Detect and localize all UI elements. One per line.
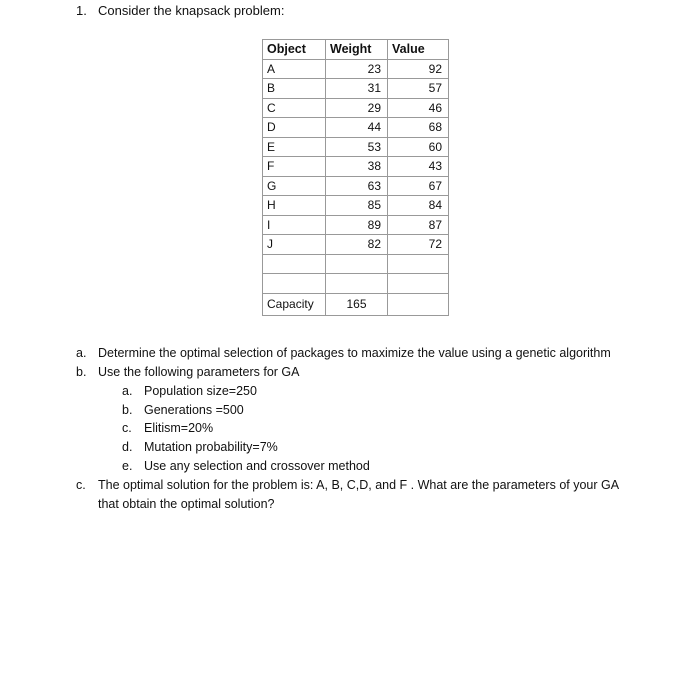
table-row	[263, 118, 449, 138]
object-cell: D	[263, 118, 326, 138]
capacity-value: 165	[326, 293, 388, 315]
part-c-continuation	[98, 497, 275, 511]
object-cell: A	[263, 59, 326, 79]
sub-item-marker: b.	[122, 403, 133, 417]
part-b	[76, 365, 299, 379]
value-cell: 68	[388, 118, 449, 138]
value-cell: 92	[388, 59, 449, 79]
sub-item-marker: c.	[122, 421, 132, 435]
weight-cell: 85	[326, 196, 388, 216]
sub-item	[122, 403, 244, 417]
capacity-label: Capacity	[263, 293, 326, 315]
empty-cell	[388, 274, 449, 294]
question-text: Consider the knapsack problem:	[98, 3, 285, 18]
sub-item-text: Generations =500	[144, 403, 244, 417]
value-cell: 43	[388, 157, 449, 177]
table-row	[263, 196, 449, 216]
value-cell: 84	[388, 196, 449, 216]
part-c-marker: c.	[76, 478, 86, 492]
object-cell: H	[263, 196, 326, 216]
weight-cell: 44	[326, 118, 388, 138]
sub-item-marker: a.	[122, 384, 133, 398]
table-row	[263, 98, 449, 118]
sub-item	[122, 440, 278, 454]
weight-cell: 31	[326, 79, 388, 99]
value-cell: 72	[388, 235, 449, 255]
value-cell: 87	[388, 215, 449, 235]
object-cell: E	[263, 137, 326, 157]
part-c	[76, 478, 619, 492]
part-a-marker: a.	[76, 346, 87, 360]
sub-item-marker: e.	[122, 459, 133, 473]
part-c-line1: The optimal solution for the problem is: A, B, C,D, and F . What are the parameters of your GA	[98, 478, 620, 492]
object-cell: F	[263, 157, 326, 177]
value-cell: 60	[388, 137, 449, 157]
sub-item-text: Elitism=20%	[144, 421, 214, 435]
value-cell: 46	[388, 98, 449, 118]
sub-item-text: Population size=250	[144, 384, 257, 398]
empty-cell	[326, 254, 388, 274]
weight-cell: 38	[326, 157, 388, 177]
empty-cell	[388, 254, 449, 274]
header-value: Value	[388, 40, 449, 60]
part-b-marker: b.	[76, 365, 87, 379]
sub-item	[122, 459, 370, 473]
table-row	[263, 79, 449, 99]
empty-cell	[388, 293, 449, 315]
part-a-text: Determine the optimal selection of packages to maximize the value using a genetic algorithm	[98, 346, 611, 360]
part-c-line2: that obtain the optimal solution?	[98, 497, 275, 511]
sub-item-marker: d.	[122, 440, 133, 454]
sub-item	[122, 384, 257, 398]
empty-row	[263, 254, 449, 274]
table-row	[263, 215, 449, 235]
table-header-row	[263, 40, 449, 60]
sub-item	[122, 421, 213, 435]
weight-cell: 89	[326, 215, 388, 235]
sub-item-text: Use any selection and crossover method	[144, 459, 370, 473]
weight-cell: 82	[326, 235, 388, 255]
header-object: Object	[263, 40, 326, 60]
table-row	[263, 137, 449, 157]
object-cell: I	[263, 215, 326, 235]
part-b-text: Use the following parameters for GA	[98, 365, 300, 379]
question-heading	[76, 3, 284, 18]
weight-cell: 53	[326, 137, 388, 157]
object-cell: J	[263, 235, 326, 255]
object-cell: G	[263, 176, 326, 196]
part-a	[76, 346, 611, 360]
sub-item-text: Mutation probability=7%	[144, 440, 278, 454]
empty-cell	[263, 274, 326, 294]
empty-cell	[263, 254, 326, 274]
weight-cell: 23	[326, 59, 388, 79]
weight-cell: 29	[326, 98, 388, 118]
table-row	[263, 176, 449, 196]
question-number: 1.	[76, 3, 87, 18]
object-cell: B	[263, 79, 326, 99]
table-row	[263, 157, 449, 177]
empty-cell	[326, 274, 388, 294]
capacity-row	[263, 293, 449, 315]
weight-cell: 63	[326, 176, 388, 196]
header-weight: Weight	[326, 40, 388, 60]
table-row	[263, 235, 449, 255]
value-cell: 57	[388, 79, 449, 99]
table-row	[263, 59, 449, 79]
knapsack-table	[262, 39, 449, 316]
value-cell: 67	[388, 176, 449, 196]
empty-row	[263, 274, 449, 294]
object-cell: C	[263, 98, 326, 118]
